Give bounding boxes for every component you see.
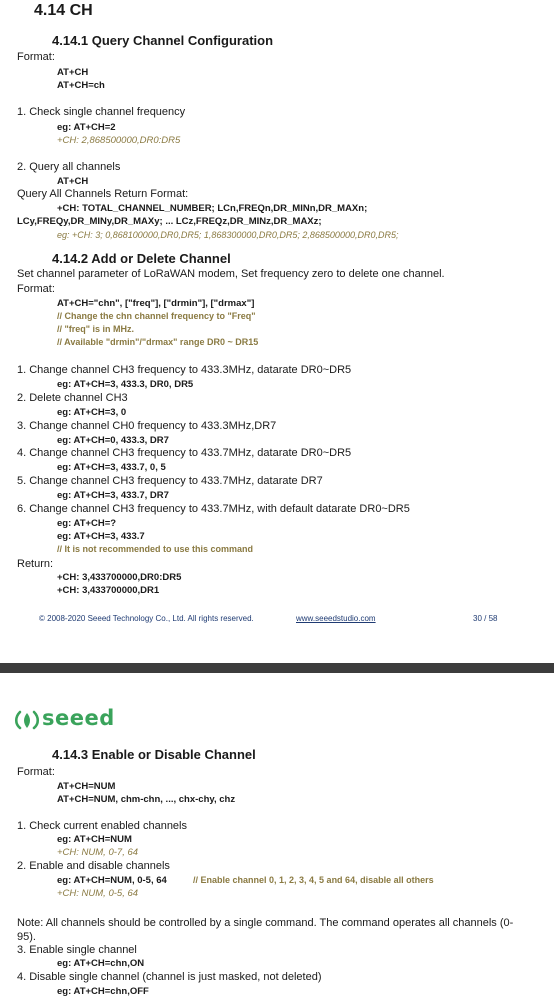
return-format-label: Query All Channels Return Format: xyxy=(17,188,189,200)
section-description: Set channel parameter of LoRaWAN modem, Set frequency zero to delete one channel. xyxy=(17,268,445,280)
section-heading-4-14-1: 4.14.1 Query Channel Configuration xyxy=(52,33,274,48)
example-command: eg: AT+CH=? xyxy=(57,518,117,529)
list-item: 1. Change channel CH3 frequency to 433.3MHz, datarate DR0~DR5 xyxy=(17,364,352,376)
example-command: eg: AT+CH=3, 433.7, 0, 5 xyxy=(57,462,166,473)
format-command: AT+CH="chn", ["freq"], ["drmin"], ["drmax"] xyxy=(57,298,255,309)
list-item: 3. Enable single channel xyxy=(17,944,137,956)
example-command: eg: AT+CH=3, 0 xyxy=(57,407,127,418)
example-response: +CH: NUM, 0-5, 64 xyxy=(57,888,139,899)
footer-page-number: 30 / 58 xyxy=(473,614,498,623)
return-label: Return: xyxy=(17,558,54,570)
format-command: AT+CH=NUM, chm-chn, ..., chx-chy, chz xyxy=(57,794,236,805)
example-response: +CH: 2,868500000,DR0:DR5 xyxy=(57,135,181,146)
example-command: eg: AT+CH=2 xyxy=(57,122,116,133)
format-command: AT+CH=ch xyxy=(57,80,105,91)
code-comment: // Enable channel 0, 1, 2, 3, 4, 5 and 64, disable all others xyxy=(193,875,434,885)
code-comment: // "freq" is in MHz. xyxy=(57,324,135,334)
format-command: AT+CH=NUM xyxy=(57,781,116,792)
example-command: eg: AT+CH=chn,ON xyxy=(57,958,145,969)
example-command: eg: AT+CH=chn,OFF xyxy=(57,986,149,997)
format-label: Format: xyxy=(17,283,55,295)
page-separator xyxy=(0,663,554,673)
note-text: Note: All channels should be controlled by a single command. The command operates all channels (0- xyxy=(17,917,514,929)
list-item: 4. Change channel CH3 frequency to 433.7MHz, datarate DR0~DR5 xyxy=(17,447,352,459)
list-item: 2. Query all channels xyxy=(17,161,121,173)
code-comment: // Change the chn channel frequency to "Freq" xyxy=(57,311,256,321)
example-response: +CH: NUM, 0-7, 64 xyxy=(57,847,139,858)
example-command: eg: AT+CH=NUM xyxy=(57,834,132,845)
list-item: 6. Change channel CH3 frequency to 433.7MHz, with default datarate DR0~DR5 xyxy=(17,503,410,515)
format-label: Format: xyxy=(17,51,55,63)
seeed-leaf-icon xyxy=(14,709,40,731)
manual-page-31 xyxy=(0,673,554,1000)
section-heading-4-14-2: 4.14.2 Add or Delete Channel xyxy=(52,251,231,266)
footer-website-link[interactable]: www.seeedstudio.com xyxy=(296,614,376,623)
return-value: +CH: 3,433700000,DR0:DR5 xyxy=(57,572,182,583)
return-format: LCy,FREQy,DR_MINy,DR_MAXy; ... LCz,FREQz,DR_MINz,DR_MAXz; xyxy=(17,216,322,227)
list-item: 1. Check single channel frequency xyxy=(17,106,186,118)
note-text: 95). xyxy=(17,931,36,943)
list-item: 5. Change channel CH3 frequency to 433.7MHz, datarate DR7 xyxy=(17,475,323,487)
footer-copyright: © 2008-2020 Seeed Technology Co., Ltd. All rights reserved. xyxy=(39,614,254,623)
example-command: eg: AT+CH=NUM, 0-5, 64 xyxy=(57,875,167,886)
example-command: eg: AT+CH=3, 433.3, DR0, DR5 xyxy=(57,379,194,390)
return-value: +CH: 3,433700000,DR1 xyxy=(57,585,160,596)
list-item: 2. Delete channel CH3 xyxy=(17,392,128,404)
example-response: eg: +CH: 3; 0,868100000,DR0,DR5; 1,868300000,DR0,DR5; 2,868500000,DR0,DR5; xyxy=(57,230,399,240)
code-comment: // Available "drmin"/"drmax" range DR0 ~ DR15 xyxy=(57,337,259,347)
return-format: +CH: TOTAL_CHANNEL_NUMBER; LCn,FREQn,DR_MINn,DR_MAXn; xyxy=(57,203,368,214)
example-command: eg: AT+CH=3, 433.7 xyxy=(57,531,145,542)
example-command: AT+CH xyxy=(57,176,89,187)
list-item: 3. Change channel CH0 frequency to 433.3MHz,DR7 xyxy=(17,420,277,432)
list-item: 4. Disable single channel (channel is just masked, not deleted) xyxy=(17,971,322,983)
seeed-logo-text: seeed xyxy=(42,706,115,730)
code-comment: // It is not recommended to use this command xyxy=(57,544,254,554)
format-label: Format: xyxy=(17,766,55,778)
list-item: 2. Enable and disable channels xyxy=(17,860,170,872)
format-command: AT+CH xyxy=(57,67,89,78)
example-command: eg: AT+CH=3, 433.7, DR7 xyxy=(57,490,169,501)
example-command: eg: AT+CH=0, 433.3, DR7 xyxy=(57,435,169,446)
list-item: 1. Check current enabled channels xyxy=(17,820,187,832)
section-heading-4-14-3: 4.14.3 Enable or Disable Channel xyxy=(52,747,256,762)
section-heading-4-14: 4.14 CH xyxy=(34,2,93,19)
